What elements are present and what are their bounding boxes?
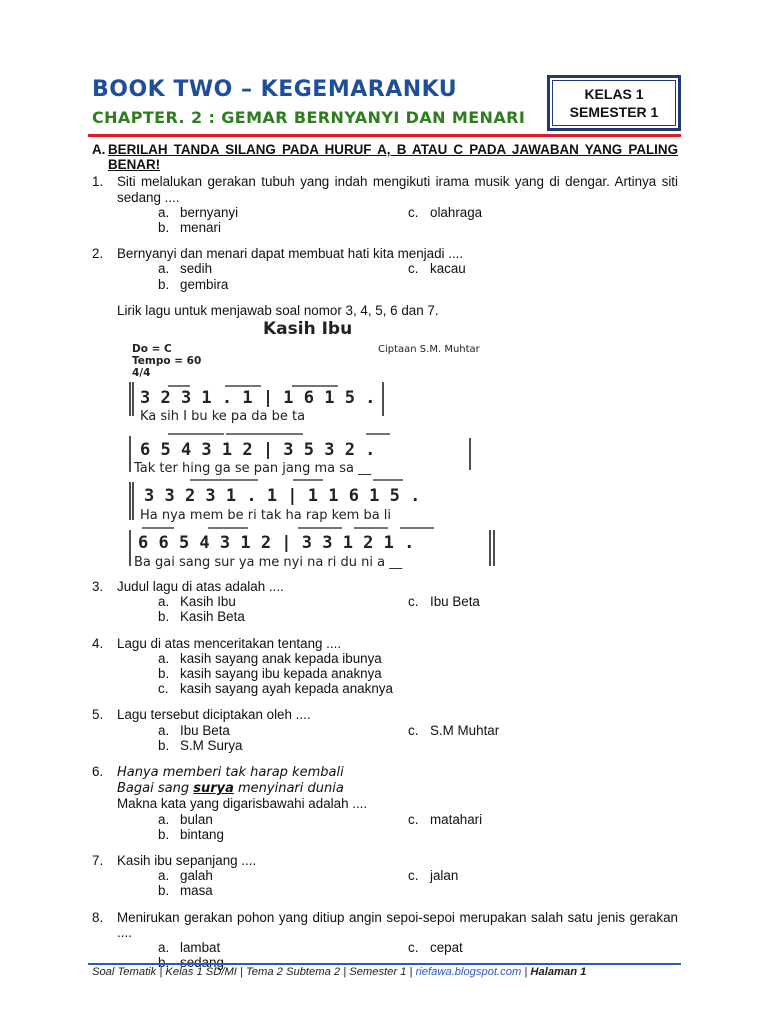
option-a[interactable]	[158, 261, 408, 276]
option-c[interactable]	[408, 205, 608, 220]
question-5-options	[158, 723, 678, 753]
option-letter: a.	[158, 204, 170, 220]
option-letter: b.	[158, 666, 170, 682]
question-text: Makna kata yang digarisbawahi adalah ....	[117, 796, 368, 812]
option-letter: b.	[158, 220, 170, 236]
option-letter: c.	[408, 722, 419, 738]
question-6-options	[158, 812, 678, 842]
option-c[interactable]	[408, 940, 608, 955]
option-text: sedih	[180, 261, 213, 277]
option-text: gembira	[180, 276, 229, 292]
notes-line-2: 6 5 4 3 1 2 | 3 5 3 2 .	[140, 440, 376, 460]
option-letter: a.	[158, 594, 170, 610]
option-c[interactable]	[158, 681, 678, 696]
option-a[interactable]	[158, 594, 408, 609]
question-body	[117, 764, 678, 812]
question-4-options	[158, 651, 678, 697]
option-letter: b.	[158, 737, 170, 753]
question-text: Lagu di atas menceritakan tentang ....	[117, 635, 342, 651]
page-footer	[92, 966, 678, 978]
footer-separator: |	[521, 966, 531, 978]
question-6	[92, 764, 678, 812]
option-text: jalan	[430, 868, 459, 884]
option-text: Kasih Ibu	[180, 594, 236, 610]
lyric-post: menyinari dunia	[233, 781, 344, 797]
option-letter: a.	[158, 868, 170, 884]
section-heading	[92, 142, 678, 172]
lyrics-line-3: Ha nya mem be ri tak ha rap kem ba li	[140, 508, 392, 523]
option-text: kasih sayang anak kepada ibunya	[180, 650, 382, 666]
question-text: Siti melalukan gerakan tubuh yang indah mengikuti irama musik yang di dengar. Artinya siti sedang ....	[117, 174, 678, 205]
question-text: Lagu tersebut diciptakan oleh ....	[117, 707, 311, 723]
lyric-line-2	[117, 781, 344, 796]
song-notation	[128, 316, 508, 570]
question-number: 5.	[92, 707, 104, 723]
option-letter: a.	[158, 940, 170, 956]
option-letter: a.	[158, 261, 170, 277]
option-text: bintang	[180, 826, 224, 842]
option-letter: a.	[158, 811, 170, 827]
option-b[interactable]	[158, 883, 408, 898]
question-7-options	[158, 868, 678, 898]
option-b[interactable]	[158, 738, 408, 753]
chapter-title: CHAPTER. 2 : GEMAR BERNYANYI DAN MENARI	[92, 108, 526, 127]
class-label: KELAS 1	[584, 86, 644, 102]
question-number: 3.	[92, 579, 104, 595]
question-number: 4.	[92, 635, 104, 651]
question-2	[92, 246, 678, 261]
option-letter: b.	[158, 826, 170, 842]
question-7	[92, 853, 678, 868]
question-text: Bernyanyi dan menari dapat membuat hati kita menjadi ....	[117, 246, 464, 262]
option-text: masa	[180, 883, 213, 899]
option-a[interactable]	[158, 940, 408, 955]
option-text: kacau	[430, 261, 466, 277]
option-text: Ibu Beta	[180, 722, 230, 738]
option-text: Ibu Beta	[430, 594, 480, 610]
option-letter: c.	[408, 204, 419, 220]
song-composer: Ciptaan S.M. Muhtar	[378, 344, 480, 355]
option-letter: c.	[408, 811, 419, 827]
footer-link[interactable]: riefawa.blogspot.com	[415, 966, 522, 978]
question-5	[92, 707, 678, 722]
option-text: matahari	[430, 811, 483, 827]
option-letter: b.	[158, 276, 170, 292]
option-a[interactable]	[158, 723, 408, 738]
book-title: BOOK TWO – KEGEMARANKU	[92, 77, 458, 102]
lyrics-line-2: Tak ter hing ga se pan jang ma sa __	[134, 461, 372, 476]
option-letter: a.	[158, 722, 170, 738]
song-meter: 4/4	[132, 367, 151, 379]
option-letter: b.	[158, 609, 170, 625]
option-text: cepat	[430, 940, 463, 956]
question-1-options	[158, 205, 678, 235]
option-letter: a.	[158, 650, 170, 666]
option-c[interactable]	[408, 261, 608, 276]
question-3-options	[158, 594, 678, 624]
underlined-word: surya	[193, 781, 234, 797]
question-text: Menirukan gerakan pohon yang ditiup angin sepoi-sepoi merupakan salah satu jenis gerakan ....	[117, 909, 678, 940]
class-semester-box	[547, 75, 681, 131]
option-a[interactable]	[158, 205, 408, 220]
option-text: kasih sayang ayah kepada anaknya	[180, 681, 393, 697]
option-b[interactable]	[158, 666, 678, 681]
option-c[interactable]	[408, 868, 608, 883]
lyric-pre: Bagai sang	[117, 781, 194, 797]
option-a[interactable]	[158, 651, 678, 666]
option-text: S.M Muhtar	[430, 722, 500, 738]
option-text: lambat	[180, 940, 221, 956]
option-b[interactable]	[158, 827, 408, 842]
option-a[interactable]	[158, 868, 408, 883]
semester-label: SEMESTER 1	[569, 104, 659, 120]
option-text: Kasih Beta	[180, 609, 245, 625]
option-letter: c.	[158, 681, 169, 697]
section-letter: A.	[92, 142, 106, 157]
song-title: Kasih Ibu	[263, 319, 353, 339]
option-a[interactable]	[158, 812, 408, 827]
question-number: 6.	[92, 764, 104, 780]
option-b[interactable]	[158, 609, 408, 624]
option-c[interactable]	[408, 723, 608, 738]
option-b[interactable]	[158, 220, 408, 235]
question-4	[92, 636, 678, 651]
lyrics-line-4: Ba gai sang sur ya me nyi na ri du ni a __	[134, 555, 403, 570]
option-text: bernyanyi	[180, 204, 239, 220]
question-1	[92, 174, 678, 204]
option-b[interactable]	[158, 277, 408, 292]
option-text: kasih sayang ibu kepada anaknya	[180, 666, 382, 682]
question-text: Kasih ibu sepanjang ....	[117, 853, 257, 869]
question-number: 8.	[92, 909, 104, 925]
question-number: 1.	[92, 174, 104, 190]
notes-line-1: 3 2 3 1 . 1 | 1 6 1 5 .	[140, 388, 376, 408]
lyric-line-1: Hanya memberi tak harap kembali	[117, 765, 344, 781]
question-text: Judul lagu di atas adalah ....	[117, 579, 284, 595]
question-8	[92, 910, 678, 940]
option-letter: b.	[158, 883, 170, 899]
question-number: 2.	[92, 246, 104, 262]
option-letter: c.	[408, 940, 419, 956]
option-text: menari	[180, 220, 221, 236]
option-text: bulan	[180, 811, 213, 827]
option-c[interactable]	[408, 594, 608, 609]
question-3	[92, 579, 678, 594]
lyrics-intro: Lirik lagu untuk menjawab soal nomor 3, 4, 5, 6 dan 7.	[117, 302, 439, 318]
option-c[interactable]	[408, 812, 608, 827]
option-text: olahraga	[430, 204, 483, 220]
question-number: 7.	[92, 853, 104, 869]
page-number: Halaman 1	[530, 966, 587, 978]
song-tempo: Tempo = 60	[132, 355, 202, 367]
option-text: galah	[180, 868, 213, 884]
song-key: Do = C	[132, 343, 172, 355]
section-instruction: BERILAH TANDA SILANG PADA HURUF A, B ATAU C PADA JAWABAN YANG PALING BENAR!	[108, 142, 678, 173]
lyrics-line-1: Ka sih I bu ke pa da be ta	[140, 409, 306, 424]
option-letter: c.	[408, 868, 419, 884]
question-2-options	[158, 261, 678, 291]
footer-info: Soal Tematik | Kelas 1 SD/MI | Tema 2 Subtema 2 | Semester 1 |	[92, 966, 416, 978]
song-notation-svg	[128, 316, 508, 570]
option-letter: c.	[408, 594, 419, 610]
notes-line-3: 3 3 2 3 1 . 1 | 1 1 6 1 5 .	[144, 486, 421, 506]
footer-divider	[88, 963, 681, 965]
option-text: S.M Surya	[180, 737, 243, 753]
option-letter: c.	[408, 261, 419, 277]
notes-line-4: 6 6 5 4 3 1 2 | 3 3 1 2 1 .	[138, 533, 415, 553]
header-divider	[88, 134, 681, 137]
